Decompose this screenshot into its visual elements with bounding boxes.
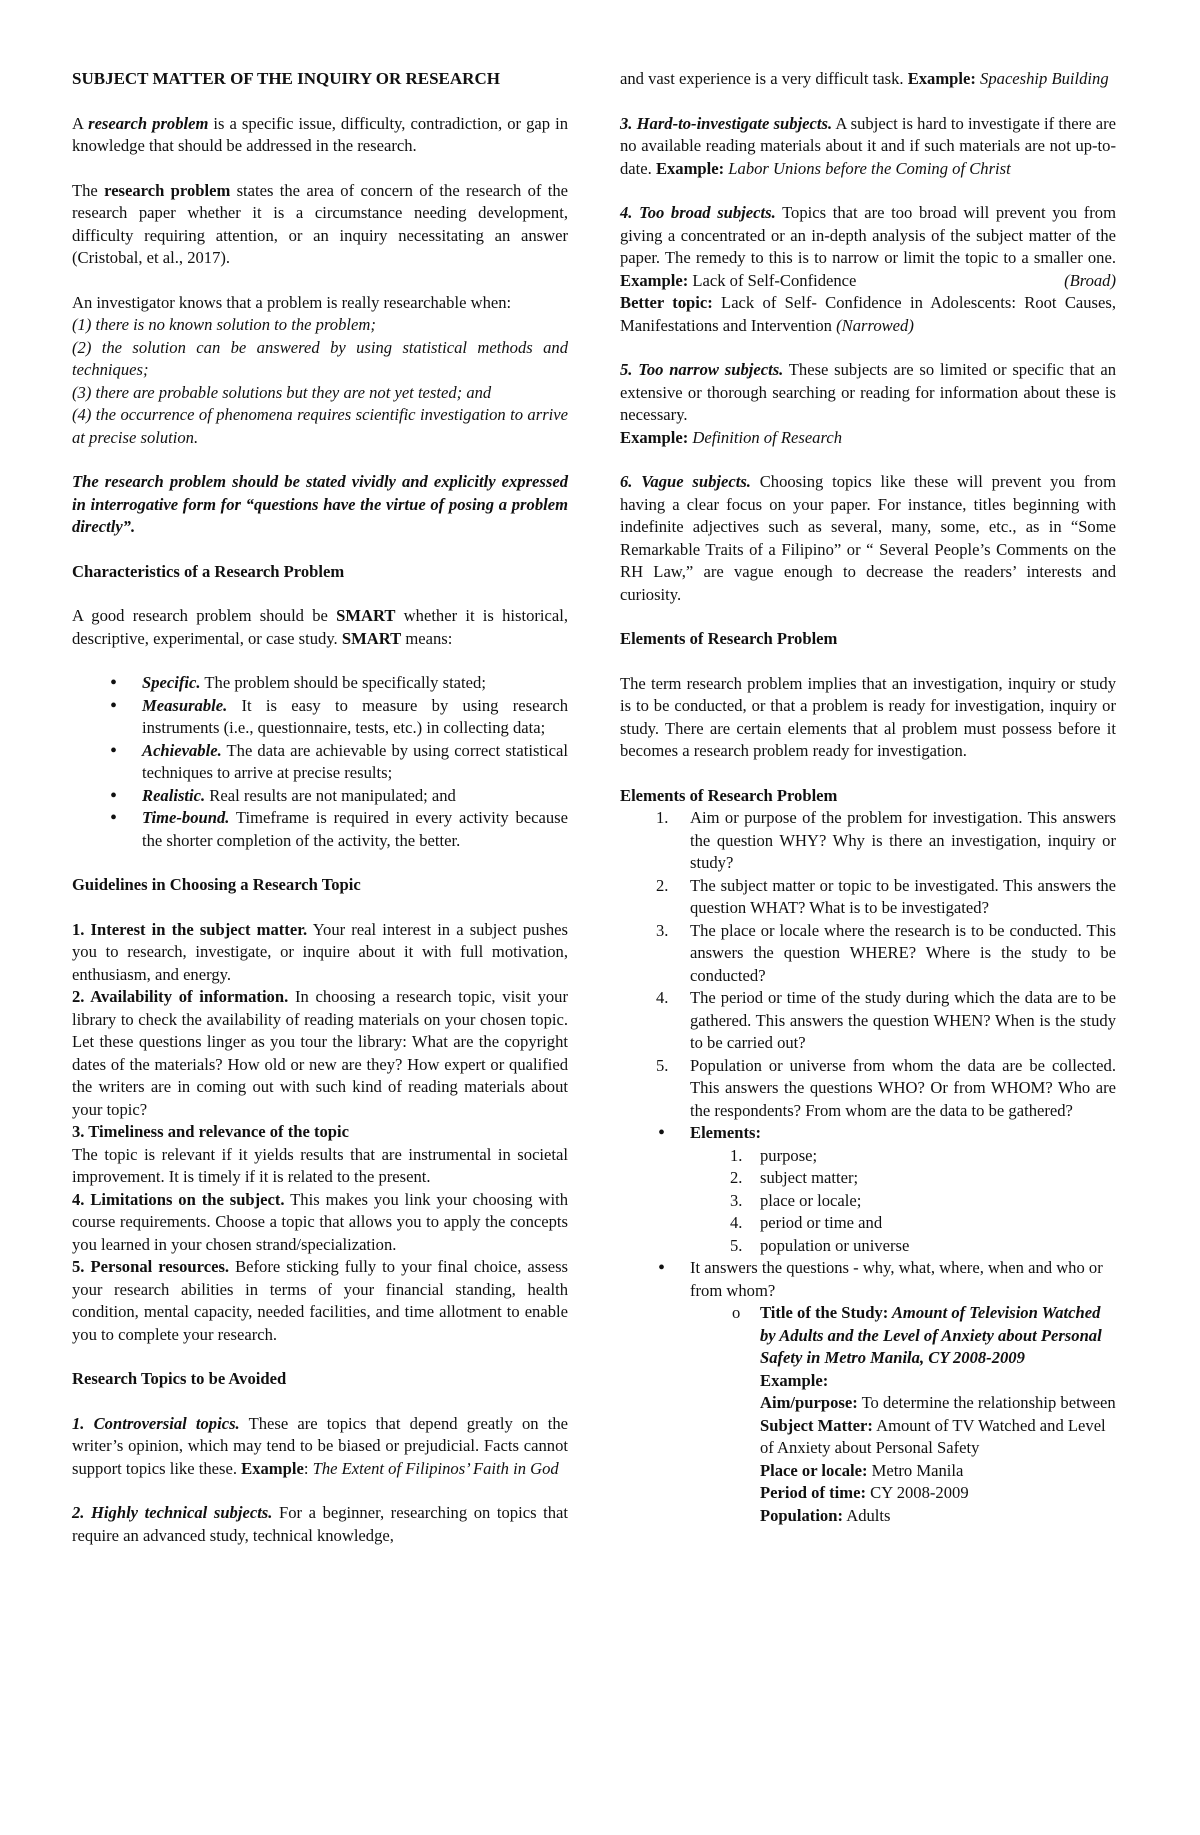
list-item: 2. subject matter; (730, 1168, 859, 1187)
avoid-vague: 6. Vague subjects. Choosing topics like these will prevent you from having a clear focus on your paper. For instance, titles beginning with indefinite adjectives such as several, many, some, etc., as in “Some Remarkable Traits of a Filipino” or “ Several People’s Comments on the RH Law,” are vague enough to decrease the readers’ interests and curiosity. (620, 472, 1117, 604)
document-title: SUBJECT MATTER OF THE INQUIRY OR RESEARCH (72, 69, 500, 88)
list-item: 3. The place or locale where the research is to be conducted. This answers the question WHERE? Where is the study to be conducted? (656, 920, 1116, 985)
avoid-too-narrow: 5. Too narrow subjects. These subjects are so limited or specific that an extensive or thorough searching or reading for information about these is necessary. Example: Definition of Research (620, 360, 1116, 447)
avoid-technical: 2. Highly technical subjects. For a beginner, researching on topics that require an advanced study, technical knowledge, (72, 1503, 568, 1545)
list-item: 4. The period or time of the study during which the data are to be gathered. This answers the question WHEN? When is the study to be carried out? (656, 988, 1116, 1052)
list-item: • Time-bound. Timeframe is required in every activity because the shorter completion of the activity, the better. (142, 807, 568, 852)
list-item: 1. purpose; (730, 1145, 818, 1165)
condition-item: (4) the occurrence of phenomena requires scientific investigation to arrive at precise solution. (72, 405, 568, 447)
list-item: • Measurable. It is easy to measure by using research instruments (i.e., questionnaire, tests, etc.) in collecting data; (142, 695, 568, 740)
elements-sub-list (690, 1145, 1116, 1258)
list-item: • Elements: 1. purpose; 2. subject matter; 3. place or locale; 4. period or time and 5. population or universe (690, 1122, 1116, 1257)
avoid-controversial: 1. Controversial topics. These are topics that depend greatly on the writer’s opinion, which may tend to be biased or prejudicial. Facts cannot support topics like these. Example: The Extent of Filipinos’ Faith in God (72, 1413, 569, 1478)
smart-list (72, 672, 568, 852)
heading-avoided: Research Topics to be Avoided (72, 1369, 287, 1388)
smart-intro: A good research problem should be SMART whether it is historical, descriptive, experimental, or case study. SMART means: (72, 606, 568, 648)
list-item: 2. The subject matter or topic to be investigated. This answers the question WHAT? What is to be investigated? (656, 875, 1116, 917)
interrogative-form-note: The research problem should be stated vividly and explicitly expressed in interrogative form for “questions have the virtue of posing a problem directly”. (72, 472, 568, 536)
list-item: 5. population or universe (730, 1235, 910, 1255)
list-item: • Achievable. The data are achievable by using correct statistical techniques to arrive at precise results; (142, 740, 568, 785)
elements-summary-list (620, 1122, 1116, 1527)
heading-elements: Elements of Research Problem (620, 629, 838, 648)
list-item: • Specific. The problem should be specifically stated; (142, 672, 568, 695)
avoid-too-broad: 4. Too broad subjects. Topics that are too broad will prevent you from giving a concentrated or an in-depth analysis of the subject matter of the paper. The remedy to this is to narrow or limit the topic to a smaller one. Example: Lack of Self-Confidence (Broad) Better topic: Lack of Self- Confidence in Adolescents: Root Causes, Manifestations and Intervention (Narrowed) (620, 203, 1116, 335)
research-problem-statement: The research problem states the area of concern of the research of the research paper whether it is a circumstance needing development, difficulty requiring attention, or an inquiry necessitating an answer (Cristobal, et al., 2017). (72, 180, 568, 267)
research-problem-definition: A research problem is a specific issue, difficulty, contradiction, or gap in knowledge that should be addressed in the research. (72, 113, 568, 155)
heading-characteristics: Characteristics of a Research Problem (72, 561, 345, 581)
condition-item: (3) there are probable solutions but they are not yet tested; and (72, 382, 492, 402)
list-item: 5. Population or universe from whom the data are be collected. This answers the questions WHO? Or from WHOM? Who are the respondents? From whom are the data to be gathered? (656, 1055, 1116, 1120)
list-item: o Title of the Study: Amount of Television Watched by Adults and the Level of Anxiety about Personal Safety in Metro Manila, CY 2008-2009 Example: Aim/purpose: To determine the relationship between Subject Matter: Amount of TV Watched and Level of Anxiety about Personal Safety Place or locale: Metro Manila Period of time: CY 2008-2009 Population: Adults (760, 1302, 1116, 1527)
heading-elements-list: Elements of Research Problem (620, 785, 838, 805)
avoid-technical-continued: and vast experience is a very difficult task. Example: Spaceship Building (620, 69, 1109, 88)
list-item: • Realistic. Real results are not manipulated; and (142, 785, 568, 808)
researchable-conditions: An investigator knows that a problem is really researchable when: (1) there is no known solution to the problem; (2) the solution can be answered by using statistical methods and techniques; (3) there are probable solutions but they are not yet tested; and (4) the occurrence of phenomena requires scientific investigation to arrive at precise solution. (72, 292, 568, 447)
condition-item: (1) there is no known solution to the problem; (72, 315, 376, 334)
heading-guidelines: Guidelines in Choosing a Research Topic (72, 875, 361, 894)
study-example-list (690, 1302, 1116, 1527)
left-column (72, 68, 568, 1835)
guidelines-list: 1. Interest in the subject matter. Your real interest in a subject pushes you to research, investigate, or inquire about it with full motivation, enthusiasm, and energy. 2. Availability of information. In choosing a research topic, visit your library to check the availability of reading materials on your chosen topic. Let these questions linger as you tour the library: What are the copyright dates of the materials? How old or new are they? How expert or qualified the writers are in coming out with such kind of reading materials about your topic? 3. Timeliness and relevance of the topic The topic is relevant if it yields results that are instrumental in societal improvement. It is timely if it is related to the present. 4. Limitations on the subject. This makes you link your choosing with course requirements. Choose a topic that allows you to apply the concepts you learned in your chosen strand/specialization. 5. Personal resources. Before sticking fully to your final choice, assess your research abilities in terms of your financial standing, health condition, mental capacity, needed facilities, and time allotment to enable you to complete your research. (72, 919, 568, 1344)
condition-item: (2) the solution can be answered by using statistical methods and techniques; (72, 337, 568, 379)
list-item: 1. Aim or purpose of the problem for investigation. This answers the question WHY? Why is there an investigation, inquiry or study? (656, 808, 1116, 872)
elements-paragraph: The term research problem implies that an investigation, inquiry or study is to be conducted, or that a problem is ready for investigation, inquiry or study. There are certain elements that al problem must possess before it becomes a research problem ready for investigation. (620, 673, 1116, 760)
right-column (620, 68, 1116, 1835)
list-item: 3. place or locale; (730, 1190, 862, 1210)
avoid-hard-to-investigate: 3. Hard-to-investigate subjects. A subject is hard to investigate if there are no available reading materials about it and if such materials are not up-to-date. Example: Labor Unions before the Coming of Christ (620, 113, 1116, 178)
elements-numbered-list (620, 807, 1116, 1122)
list-item: • It answers the questions - why, what, where, when and who or from whom? o Title of the Study: Amount of Television Watched by Adults and the Level of Anxiety about Personal Safety in Metro Manila, CY 2008-2009 Example: Aim/purpose: To determine the relationship between Subject Matter: Amount of TV Watched and Level of Anxiety about Personal Safety Place or locale: Metro Manila Period of time: CY 2008-2009 Population: Adults (690, 1257, 1116, 1527)
list-item: 4. period or time and (730, 1213, 883, 1232)
